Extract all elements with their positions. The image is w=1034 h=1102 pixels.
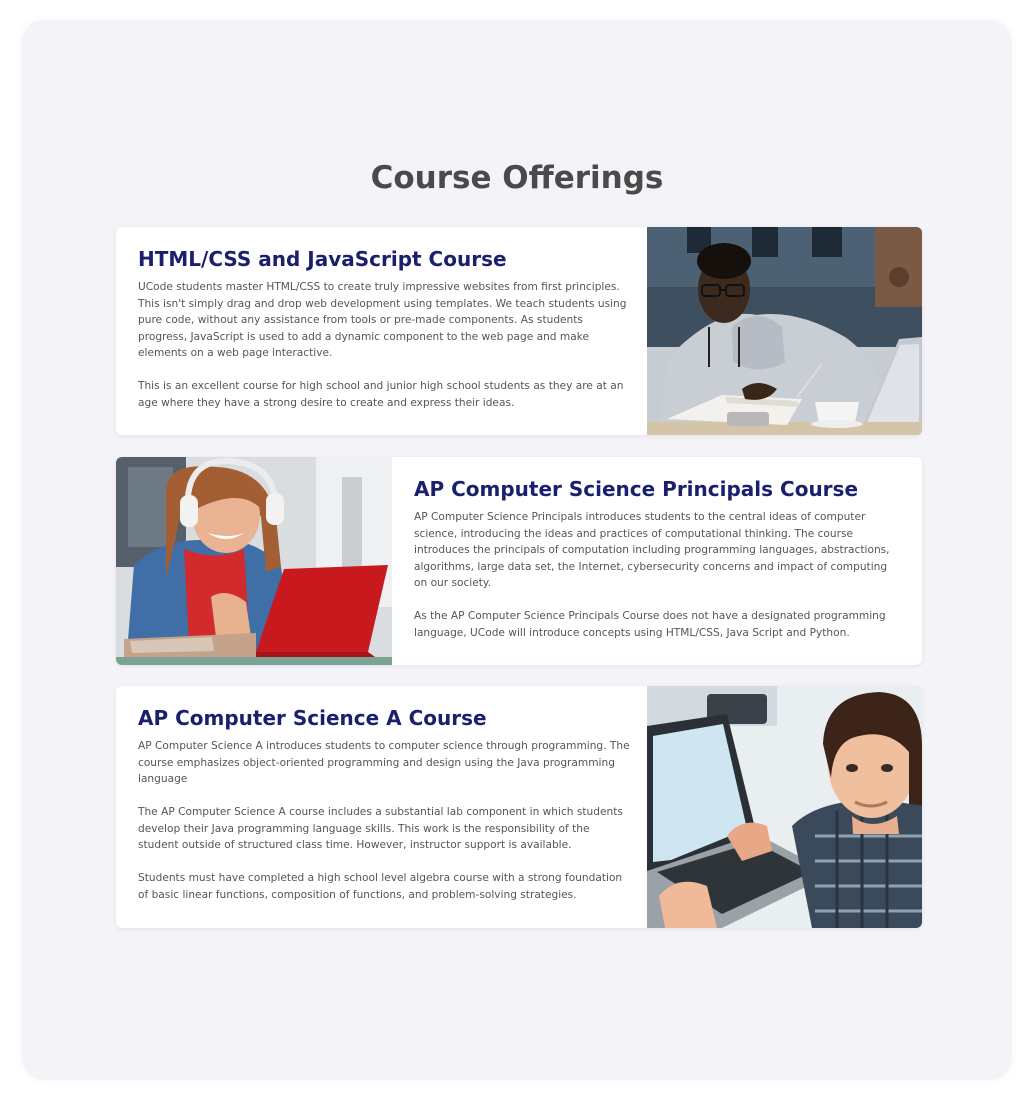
student-laptop-photo (647, 686, 922, 928)
course-title: AP Computer Science A Course (138, 706, 487, 730)
page-title: Course Offerings (370, 160, 664, 196)
course-card-ap-csp (116, 457, 922, 665)
course-card-html-css-js (116, 227, 922, 435)
course-paragraph: AP Computer Science Principals introduces students to the central ideas of computer science, introducing the ideas and practices of computational thinking. The course introduces the principals of computation including programming languages, abstractions, algorithms, large data set, the Internet, cybersecurity concerns and impact of computing on our society. (414, 511, 890, 589)
course-title: AP Computer Science Principals Course (414, 477, 859, 501)
student-writing-photo (647, 227, 922, 435)
course-paragraph: The AP Computer Science A course includes a substantial lab component in which students develop their Java programming language skills. This work is the responsibility of the student outside of structured class time. However, instructor support is available. (138, 806, 623, 851)
course-paragraph: AP Computer Science A introduces students to computer science through programming. The course emphasizes object-oriented programming and design using the Java programming language (138, 740, 630, 785)
course-description (414, 509, 900, 641)
course-description (138, 279, 630, 411)
course-card-text (414, 457, 900, 658)
course-paragraph: As the AP Computer Science Principals Course does not have a designated programming language, UCode will introduce concepts using HTML/CSS, Java Script and Python. (414, 610, 886, 639)
course-card-text (138, 686, 630, 920)
course-card-ap-csa (116, 686, 922, 928)
student-headphones-laptop-photo (116, 457, 392, 665)
course-paragraph: Students must have completed a high school level algebra course with a strong foundation of basic linear functions, composition of functions, and problem-solving strategies. (138, 872, 623, 901)
course-title: HTML/CSS and JavaScript Course (138, 247, 507, 271)
course-description (138, 738, 630, 903)
course-paragraph: UCode students master HTML/CSS to create truly impressive websites from first principles. This isn't simply drag and drop web development using templates. We teach students using pure code, without any assistance from tools or pre-made components. As students progress, JavaScript is used to add a dynamic component to the web page and make elements on a web page interactive. (138, 281, 627, 359)
course-paragraph: This is an excellent course for high school and junior high school students as they are at an age where they have a strong desire to create and express their ideas. (138, 380, 624, 409)
course-card-text (138, 227, 630, 428)
